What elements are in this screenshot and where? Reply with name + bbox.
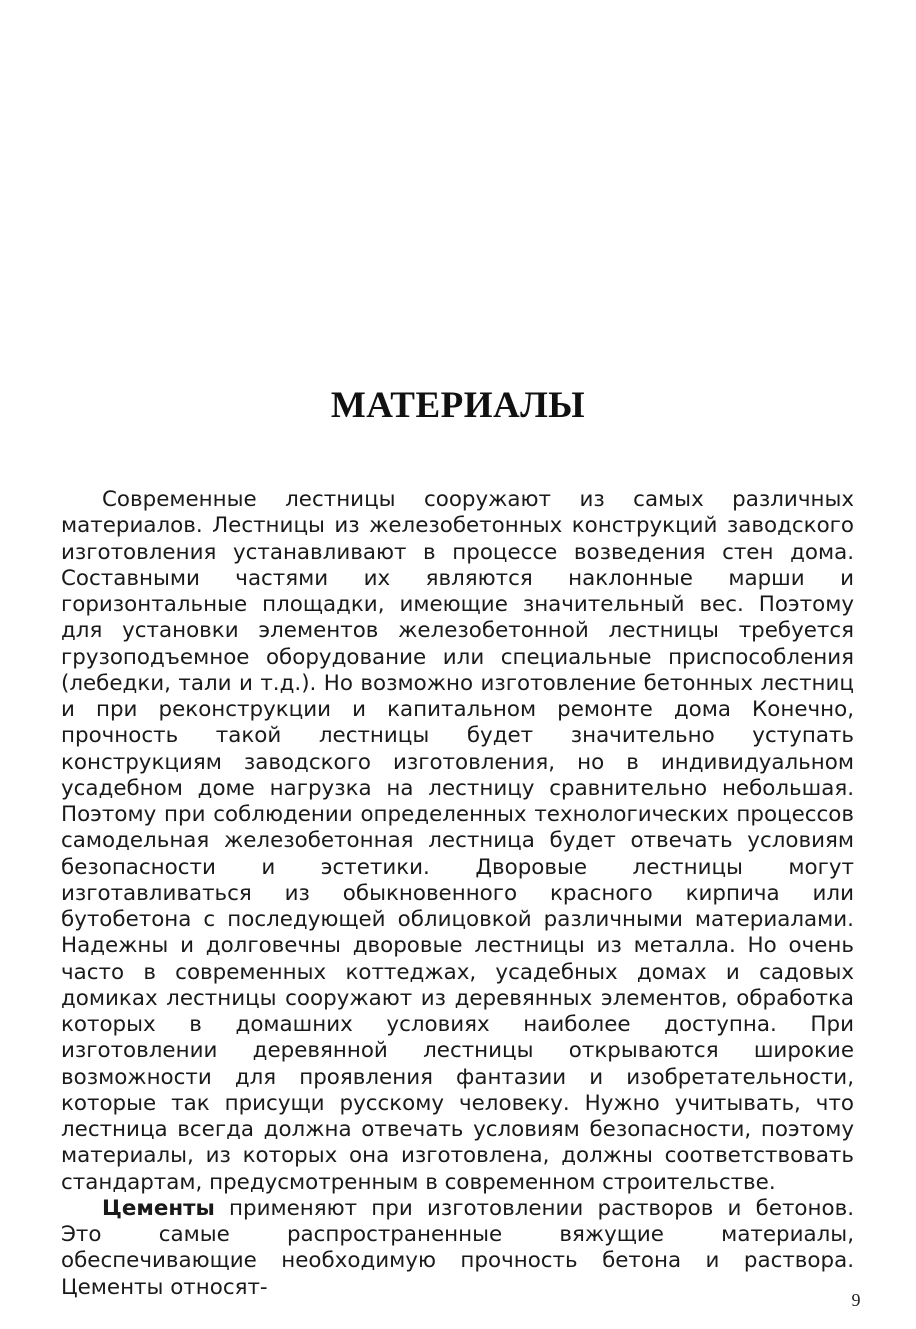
body-text [61,487,854,1301]
paragraph-text: применяют при изготовлении растворов и бетонов. Это самые распространенные вяжущие материалы, обеспечивающие необходимую прочность бетона и раствора. Цементы относят- [61,1195,854,1300]
paragraph-materials-intro [61,487,854,1196]
page-number: 9 [851,1290,861,1310]
paragraph-cements [61,1196,854,1301]
page-title: МАТЕРИАЛЫ [330,385,586,426]
paragraph-lead-term: Цементы [102,1195,215,1221]
paragraph-text: Современные лестницы сооружают из самых различных материалов. Лестницы из железобетонных конструкций заводского изготовления устанавливают в процессе возведения стен дома. Составными частями их являются наклонные марши и горизонтальные площадки, имеющие значительный вес. Поэтому для установки элементов железобетонной лестницы требуется грузоподъемное оборудование или специальные приспособления (лебедки, тали и т.д.). Но возможно изготовление бетонных лестниц и при реконструкции и капитальном ремонте дома Конечно, прочность такой лестницы будет значительно уступать конструкциям заводского изготовления, но в индивидуальном усадебном доме нагрузка на лестницу сравнительно небольшая. Поэтому при соблюдении определенных технологических процессов самодельная железобетонная лестница будет отвечать условиям безопасности и эстетики. Дворовые лестницы могут изготавливаться из обыкновенного красного кирпича или бутобетона с последующей облицовкой различными материалами. Надежны и долговечны дворовые лестницы из металла. Но очень часто в современных коттеджах, усадебных домах и садовых домиках лестницы сооружают из деревянных элементов, обработка которых в домашних условиях наиболее доступна. При изготовлении деревянной лестницы открываются широкие возможности для проявления фантазии и изобретательности, которые так присущи русскому человеку. Нужно учитывать, что лестница всегда должна отвечать условиям безопасности, поэтому материалы, из которых она изготовлена, должны соответствовать стандартам, предусмотренным в современном строительстве. [61,487,854,1195]
